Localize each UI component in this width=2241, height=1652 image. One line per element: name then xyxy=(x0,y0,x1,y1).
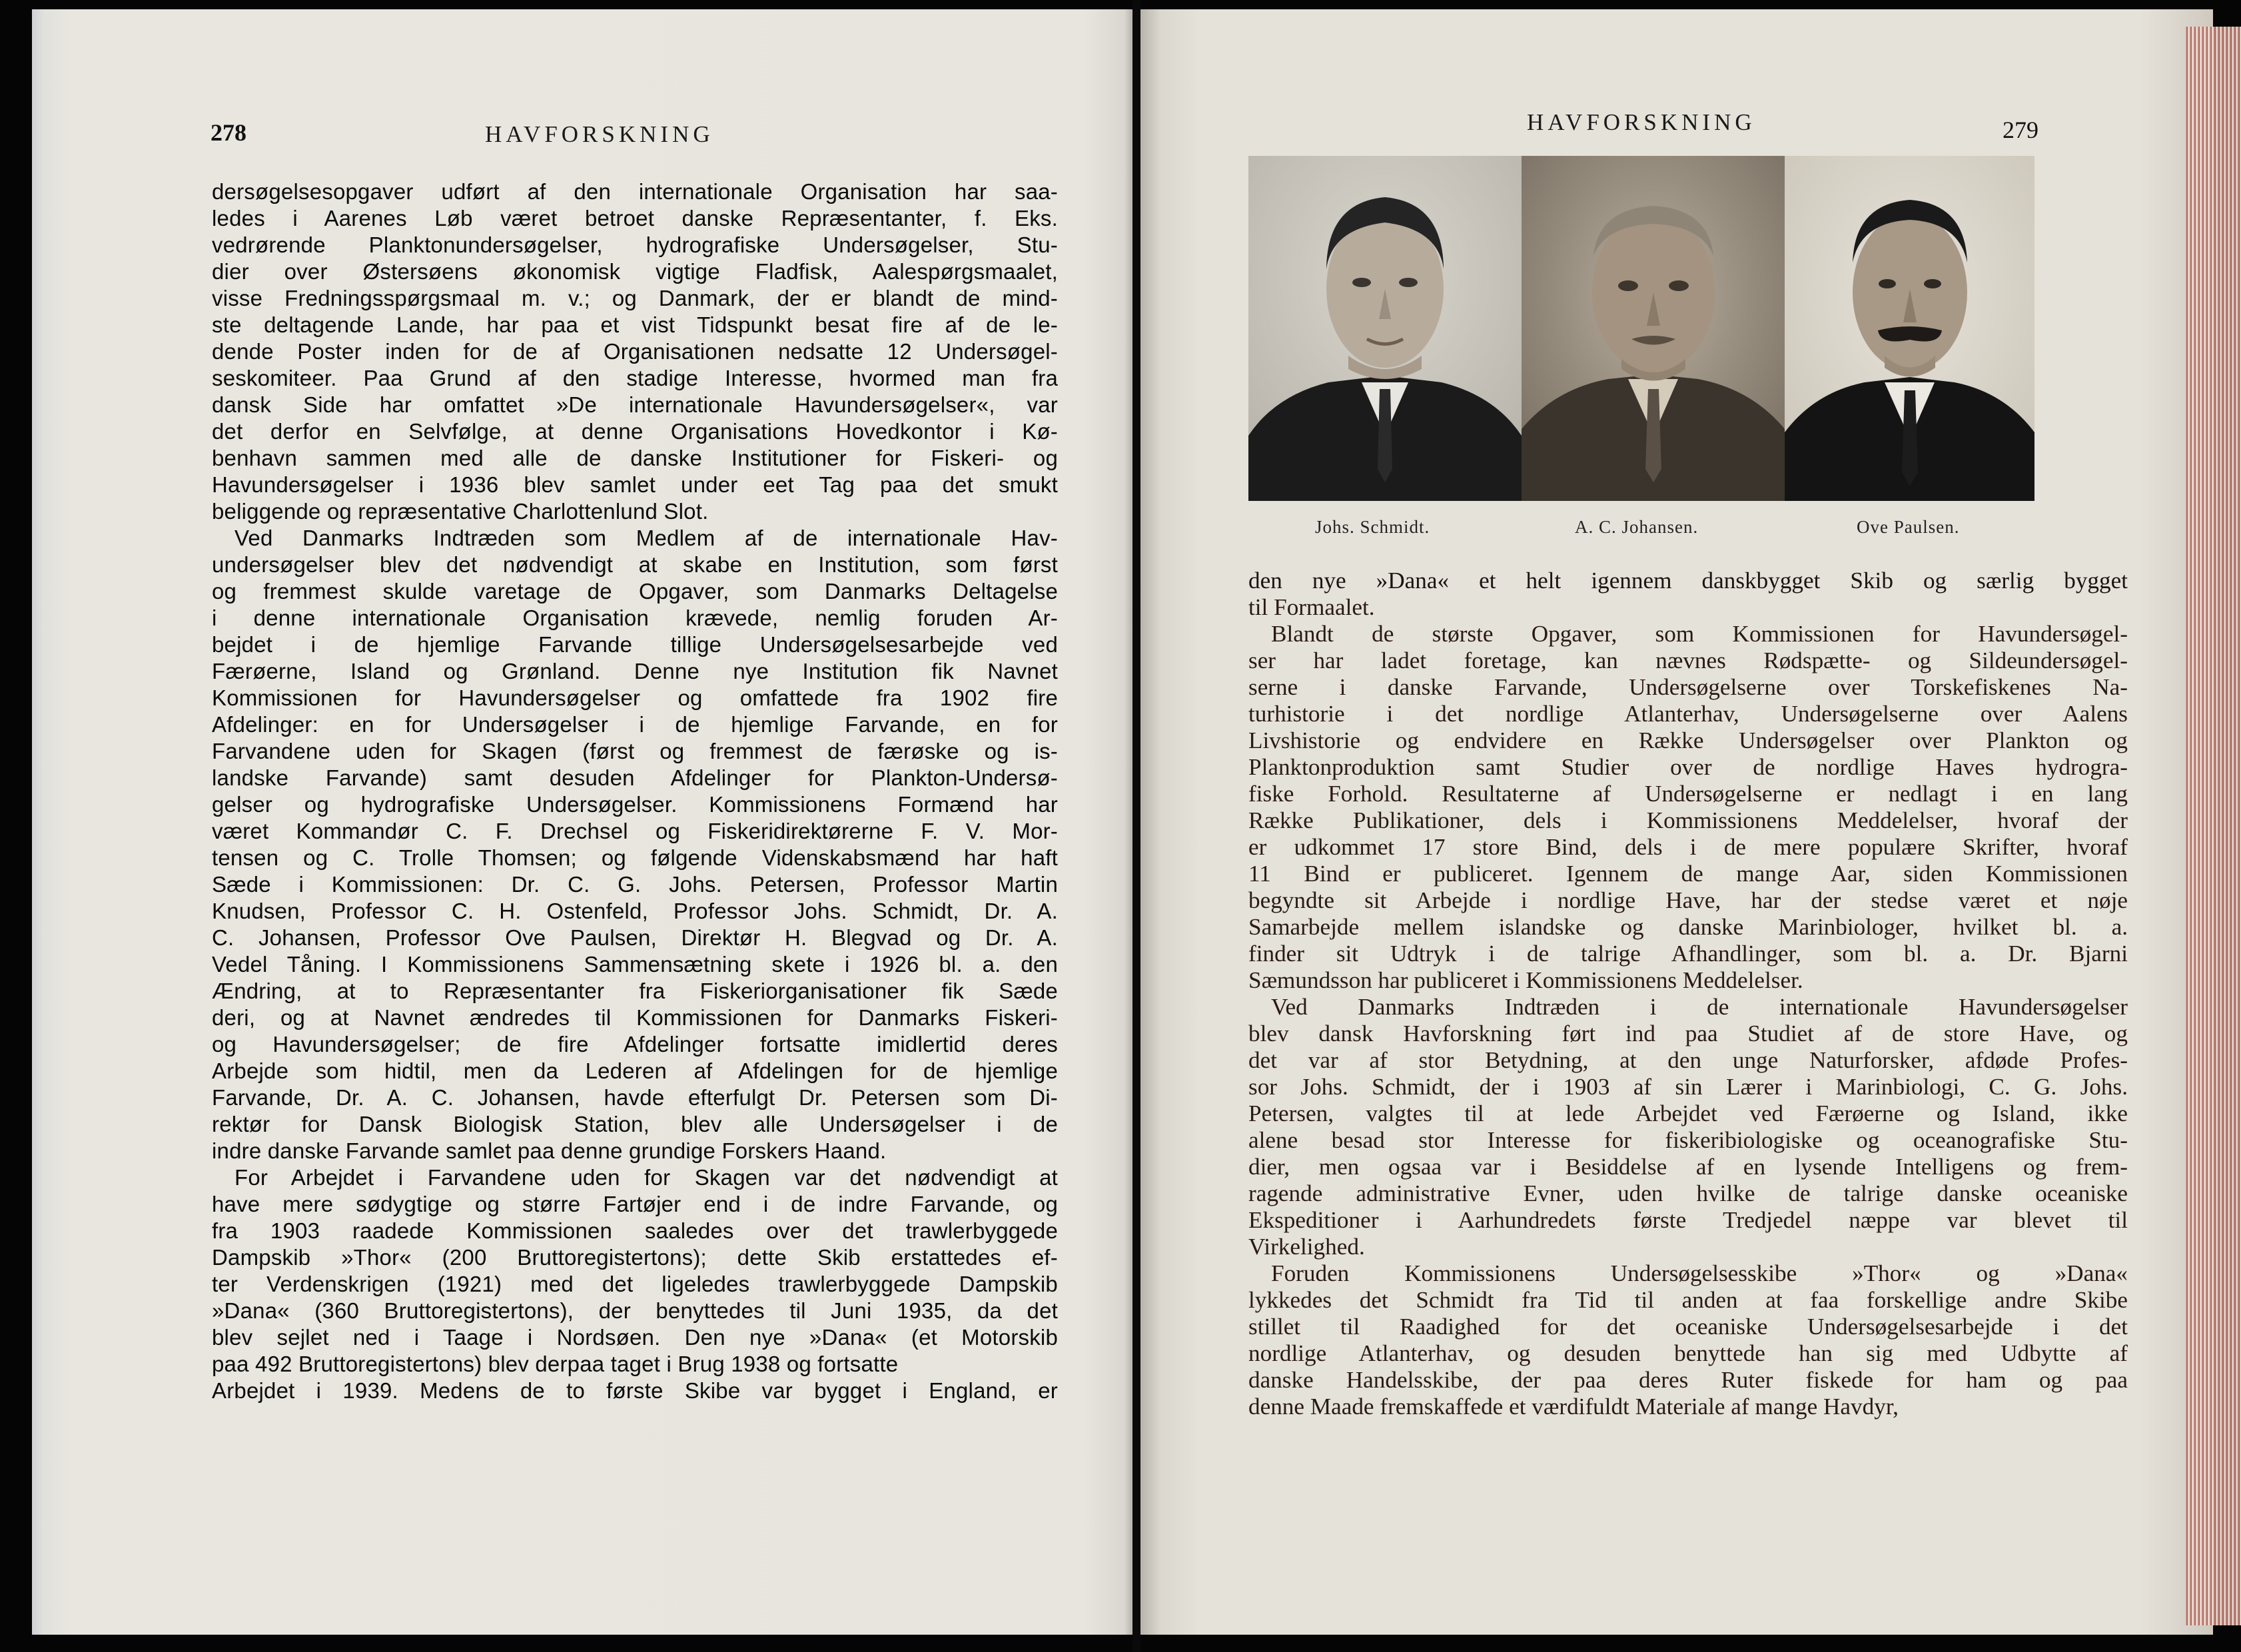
text-line: begyndte sit Arbejde i nordlige Have, har der stedse været et nøje xyxy=(1248,887,2128,913)
text-line: C. Johansen, Professor Ove Paulsen, Direktør H. Blegvad og Dr. A. xyxy=(212,925,1058,950)
text-line: lykkedes det Schmidt fra Tid til anden at faa forskellige andre Skibe xyxy=(1248,1287,2128,1313)
text-line: ragende administrative Evner, uden hvilke de talrige danske oceaniske xyxy=(1248,1180,2128,1206)
text-line: turhistorie i det nordlige Atlanterhav, Undersøgelserne over Aalens xyxy=(1248,701,2128,727)
text-line: Samarbejde mellem islandske og danske Marinbiologer, hvilket bl. a. xyxy=(1248,914,2128,940)
text-line: benhavn sammen med alle de danske Institutioner for Fiskeri- og xyxy=(212,446,1058,470)
text-line: ste deltagende Lande, har paa et vist Tidspunkt besat fire af de le- xyxy=(212,312,1058,337)
text-line: undersøgelser blev det nødvendigt at skabe en Institution, som først xyxy=(212,552,1058,577)
text-line: bejdet i de hjemlige Farvande tillige Undersøgelsesarbejde ved xyxy=(212,632,1058,657)
text-line: ser har ladet foretage, kan nævnes Rødspætte- og Sildeundersøgel- xyxy=(1248,647,2128,673)
text-line: dansk Side har omfattet »De internationale Havundersøgelser«, var xyxy=(212,392,1058,417)
text-line: Blandt de største Opgaver, som Kommissionen for Havundersøgel- xyxy=(1271,621,2128,647)
text-line: Ved Danmarks Indtræden som Medlem af de internationale Hav- xyxy=(234,526,1058,550)
text-line: Afdelinger: en for Undersøgelser i de hjemlige Farvande, en for xyxy=(212,712,1058,737)
text-line: landske Farvande) samt desuden Afdelinger for Plankton-Undersø- xyxy=(212,765,1058,790)
text-line: tensen og C. Trolle Thomsen; og følgende Videnskabsmænd har haft xyxy=(212,845,1058,870)
text-line: Sæmundsson har publiceret i Kommissionens Meddelelser. xyxy=(1248,967,1803,993)
text-line: Arbejdet i 1939. Medens de to første Skibe var bygget i England, er xyxy=(212,1378,1058,1403)
left-page xyxy=(32,9,1132,1635)
text-line: For Arbejdet i Farvandene uden for Skagen var det nødvendigt at xyxy=(234,1165,1058,1190)
text-line: dersøgelsesopgaver udført af den internationale Organisation har saa- xyxy=(212,179,1058,204)
running-head-left: HAVFORSKNING xyxy=(485,121,714,147)
text-line: Ændring, at to Repræsentanter fra Fiskeriorganisationer fik Sæde xyxy=(212,979,1058,1003)
text-line: Foruden Kommissionens Undersøgelsesskibe »Thor« og »Dana« xyxy=(1271,1260,2128,1286)
text-line: serne i danske Farvande, Undersøgelserne over Torskefiskenes Na- xyxy=(1248,674,2128,700)
text-line: dier over Østersøens økonomisk vigtige Fladfisk, Aalespørgsmaalet, xyxy=(212,259,1058,284)
text-line: ledes i Aarenes Løb været betroet danske Repræsentanter, f. Eks. xyxy=(212,206,1058,230)
portrait-ove-paulsen-image xyxy=(1785,156,2034,501)
text-line: paa 492 Bruttoregistertons) blev derpaa taget i Brug 1938 og fortsatte xyxy=(212,1352,899,1376)
text-line: til Formaalet. xyxy=(1248,594,1375,620)
portrait-johs-schmidt xyxy=(1248,156,1522,501)
text-line: beliggende og repræsentative Charlottenlund Slot. xyxy=(212,499,709,524)
page-block-edges xyxy=(2185,27,2241,1625)
text-line: det var af stor Betydning, at den unge Naturforsker, afdøde Profes- xyxy=(1248,1047,2128,1073)
text-line: Farvandene uden for Skagen (først og fremmest de færøske og is- xyxy=(212,739,1058,763)
text-line: vedrørende Planktonundersøgelser, hydrografiske Undersøgelser, Stu- xyxy=(212,232,1058,257)
text-line: fra 1903 raadede Kommissionen saaledes over det trawlerbyggede xyxy=(212,1218,1058,1243)
right-body-text xyxy=(1248,568,2128,1420)
text-line: Ved Danmarks Indtræden i de internationale Havundersøgelser xyxy=(1271,994,2128,1020)
text-line: Knudsen, Professor C. H. Ostenfeld, Professor Johs. Schmidt, Dr. A. xyxy=(212,899,1058,923)
text-line: blev sejlet ned i Taage i Nordsøen. Den nye »Dana« (et Motorskib xyxy=(212,1325,1058,1350)
text-line: danske Handelsskibe, der paa deres Ruter fiskede for ham og paa xyxy=(1248,1367,2128,1393)
text-line: rektør for Dansk Biologisk Station, blev alle Undersøgelser i de xyxy=(212,1112,1058,1136)
text-line: Petersen, valgtes til at lede Arbejdet ved Færøerne og Island, ikke xyxy=(1248,1100,2128,1126)
portrait-photo-strip xyxy=(1248,156,2034,501)
text-line: og fremmest skulde varetage de Opgaver, som Danmarks Deltagelse xyxy=(212,579,1058,604)
text-line: stillet til Raadighed for det oceaniske Undersøgelsesarbejde i det xyxy=(1248,1314,2128,1340)
text-line: været Kommandør C. F. Drechsel og Fiskeridirektørerne F. V. Mor- xyxy=(212,819,1058,843)
caption-ove-paulsen: Ove Paulsen. xyxy=(1857,517,1960,537)
page-number-right: 279 xyxy=(2003,117,2038,143)
text-line: ter Verdenskrigen (1921) med det ligeledes trawlerbyggede Dampskib xyxy=(212,1272,1058,1296)
text-line: det derfor en Selvfølge, at denne Organisations Hovedkontor i Kø- xyxy=(212,419,1058,444)
text-line: alene besad stor Interesse for fiskeribiologiske og oceanografiske Stu- xyxy=(1248,1127,2128,1153)
portrait-ac-johansen xyxy=(1522,156,1785,501)
text-line: 11 Bind er publiceret. Igennem de mange Aar, siden Kommissionen xyxy=(1248,861,2128,887)
text-line: Farvande, Dr. A. C. Johansen, havde efterfulgt Dr. Petersen som Di- xyxy=(212,1085,1058,1110)
text-line: og Havundersøgelser; de fire Afdelinger fortsatte imidlertid deres xyxy=(212,1032,1058,1056)
text-line: nordlige Atlanterhav, og desuden benyttede han sig med Udbytte af xyxy=(1248,1340,2128,1366)
page-number-left: 278 xyxy=(211,119,246,146)
text-line: finder sit Udtryk i de talrige Afhandlinger, som bl. a. Dr. Bjarni xyxy=(1248,941,2128,967)
text-line: Række Publikationer, dels i Kommissionens Meddelelser, hvoraf der xyxy=(1248,807,2128,833)
text-line: Livshistorie og endvidere en Række Undersøgelser over Plankton og xyxy=(1248,727,2128,753)
text-line: denne Maade fremskaffede et værdifuldt Materiale af mange Havdyr, xyxy=(1248,1394,1899,1420)
text-line: dier, men ogsaa var i Besiddelse af en lysende Intelligens og frem- xyxy=(1248,1154,2128,1180)
text-line: visse Fredningsspørgsmaal m. v.; og Danmark, der er blandt de mind- xyxy=(212,286,1058,310)
portrait-ove-paulsen xyxy=(1785,156,2034,501)
text-line: Færøerne, Island og Grønland. Denne nye Institution fik Navnet xyxy=(212,659,1058,683)
text-line: sor Johs. Schmidt, der i 1903 af sin Lærer i Marinbiologi, C. G. Johs. xyxy=(1248,1074,2128,1100)
caption-johs-schmidt: Johs. Schmidt. xyxy=(1315,517,1430,537)
text-line: Arbejde som hidtil, men da Lederen af Afdelingen for de hjemlige xyxy=(212,1058,1058,1083)
text-line: Sæde i Kommissionen: Dr. C. G. Johs. Petersen, Professor Martin xyxy=(212,872,1058,897)
text-line: Kommissionen for Havundersøgelser og omfattede fra 1902 fire xyxy=(212,685,1058,710)
text-line: blev dansk Havforskning ført ind paa Studiet af de store Have, og xyxy=(1248,1021,2128,1046)
text-line: gelser og hydrografiske Undersøgelser. Kommissionens Formænd har xyxy=(212,792,1058,817)
running-head-right: HAVFORSKNING xyxy=(1527,109,1756,135)
text-line: dende Poster inden for de af Organisationen nedsatte 12 Undersøgel- xyxy=(212,339,1058,364)
left-body-text xyxy=(212,179,1058,1404)
right-page xyxy=(1140,9,2213,1635)
text-line: Vedel Tåning. I Kommissionens Sammensætning skete i 1926 bl. a. den xyxy=(212,952,1058,977)
text-line: er udkommet 17 store Bind, dels i de mere populære Skrifter, hvoraf xyxy=(1248,834,2128,860)
text-line: Planktonproduktion samt Studier over de nordlige Haves hydrogra- xyxy=(1248,754,2128,780)
text-line: Havundersøgelser i 1936 blev samlet under eet Tag paa det smukt xyxy=(212,472,1058,497)
text-line: den nye »Dana« et helt igennem danskbygget Skib og særlig bygget xyxy=(1248,568,2128,594)
text-line: Ekspeditioner i Aarhundredets første Tredjedel næppe var blevet til xyxy=(1248,1207,2128,1233)
text-line: fiske Forhold. Resultaterne af Undersøgelserne er nedlagt i en lang xyxy=(1248,781,2128,807)
text-line: deri, og at Navnet ændredes til Kommissionen for Danmarks Fiskeri- xyxy=(212,1005,1058,1030)
portrait-ac-johansen-image xyxy=(1522,156,1785,501)
portrait-johs-schmidt-image xyxy=(1248,156,1522,501)
binding-gutter xyxy=(1132,0,1140,1652)
text-line: Dampskib »Thor« (200 Bruttoregistertons); dette Skib erstattedes ef- xyxy=(212,1245,1058,1270)
text-line: have mere sødygtige og større Fartøjer end i de indre Farvande, og xyxy=(212,1192,1058,1216)
text-line: Virkelighed. xyxy=(1248,1234,1365,1260)
caption-ac-johansen: A. C. Johansen. xyxy=(1575,517,1699,537)
text-line: »Dana« (360 Bruttoregistertons), der benyttedes til Juni 1935, da det xyxy=(212,1298,1058,1323)
text-line: seskomiteer. Paa Grund af den stadige Interesse, hvormed man fra xyxy=(212,366,1058,390)
text-line: indre danske Farvande samlet paa denne grundige Forskers Haand. xyxy=(212,1138,887,1163)
text-line: i denne internationale Organisation krævede, nemlig foruden Ar- xyxy=(212,606,1058,630)
